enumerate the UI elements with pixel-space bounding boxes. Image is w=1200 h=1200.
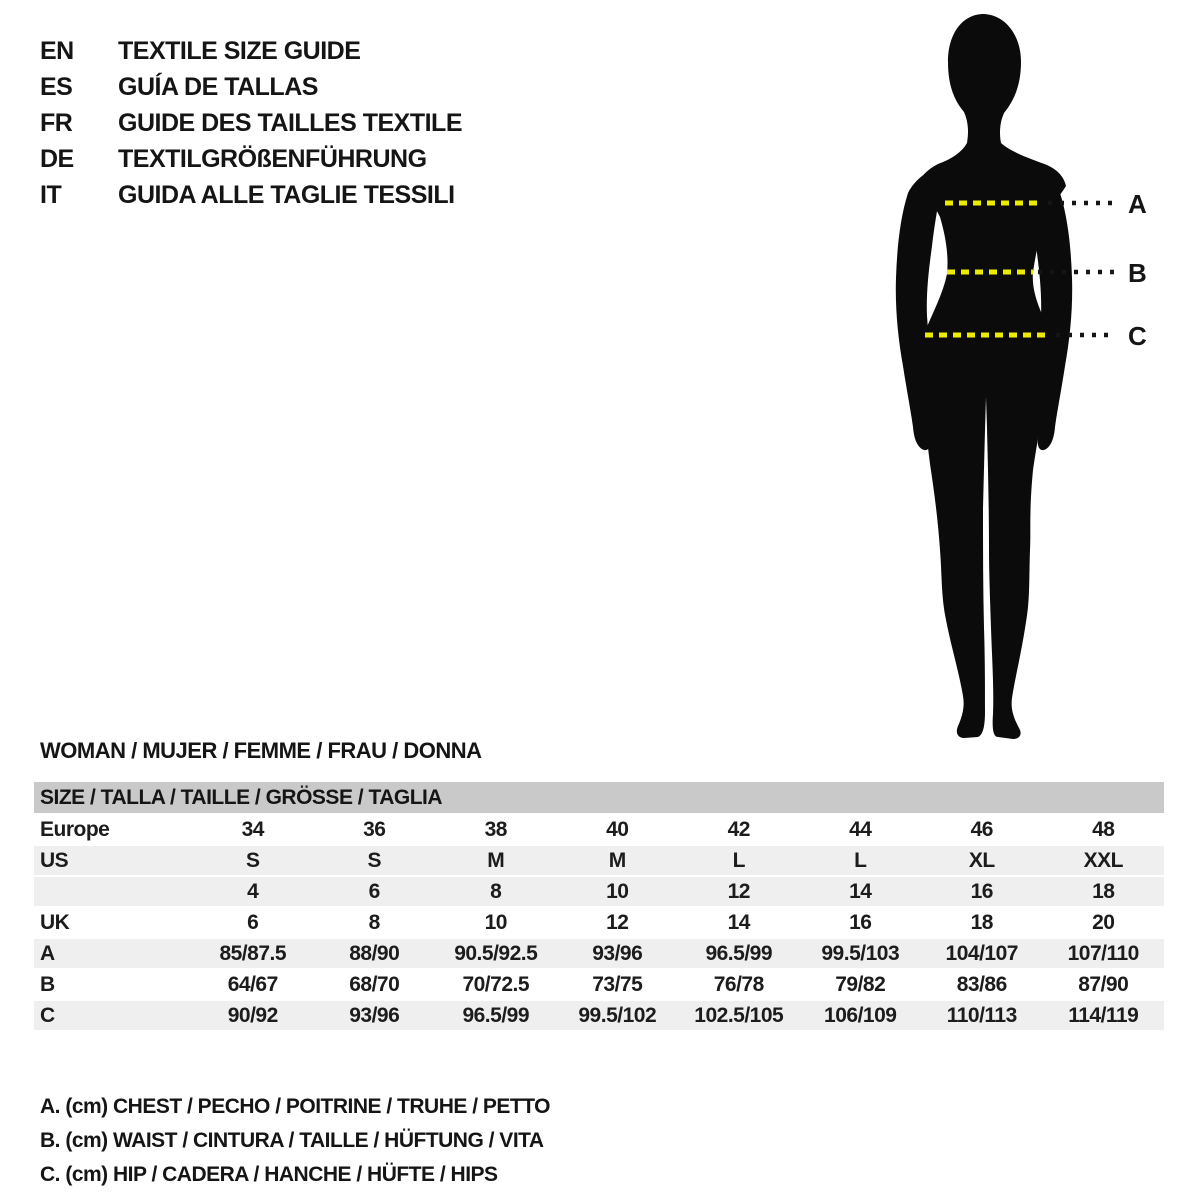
language-code: IT: [40, 180, 62, 209]
cell: 83/86: [921, 970, 1043, 1001]
language-code: EN: [40, 36, 74, 65]
cell: 93/96: [314, 1001, 436, 1032]
marker-a-label: A: [1128, 189, 1147, 219]
cell: 90.5/92.5: [435, 939, 557, 970]
cell: XL: [921, 846, 1043, 877]
cell: 93/96: [557, 939, 679, 970]
cell: 99.5/102: [557, 1001, 679, 1032]
language-title: GUIDA ALLE TAGLIE TESSILI: [118, 180, 455, 209]
legend-hip: C. (cm) HIP / CADERA / HANCHE / HÜFTE / HIPS: [40, 1163, 498, 1186]
table-row-hip-c: [34, 1001, 1164, 1032]
cell: 42: [678, 815, 800, 846]
cell: 14: [800, 877, 922, 908]
legend-waist: B. (cm) WAIST / CINTURA / TAILLE / HÜFTUNG / VITA: [40, 1129, 544, 1152]
cell: 87/90: [1043, 970, 1165, 1001]
cell: 44: [800, 815, 922, 846]
row-label: B: [34, 970, 192, 1001]
cell: 99.5/103: [800, 939, 922, 970]
cell: 34: [192, 815, 314, 846]
cell: 96.5/99: [678, 939, 800, 970]
row-label: US: [34, 846, 192, 877]
cell: 12: [557, 908, 679, 939]
cell: 96.5/99: [435, 1001, 557, 1032]
marker-c-label: C: [1128, 321, 1147, 351]
row-label: UK: [34, 908, 192, 939]
language-code: FR: [40, 108, 73, 137]
cell: 85/87.5: [192, 939, 314, 970]
marker-b-label: B: [1128, 258, 1147, 288]
cell: M: [435, 846, 557, 877]
cell: 90/92: [192, 1001, 314, 1032]
cell: 8: [314, 908, 436, 939]
cell: 88/90: [314, 939, 436, 970]
cell: S: [314, 846, 436, 877]
language-row: [40, 177, 462, 213]
measurement-figure: [880, 0, 1200, 760]
language-row: [40, 105, 462, 141]
row-label: [34, 877, 192, 908]
table-row-uk: [34, 908, 1164, 939]
size-table-header: SIZE / TALLA / TAILLE / GRÖSSE / TAGLIA: [34, 782, 1164, 813]
section-title: WOMAN / MUJER / FEMME / FRAU / DONNA: [40, 738, 482, 763]
cell: 64/67: [192, 970, 314, 1001]
cell: L: [800, 846, 922, 877]
cell: 16: [800, 908, 922, 939]
language-title-list: [40, 33, 462, 213]
cell: 8: [435, 877, 557, 908]
language-title: TEXTILE SIZE GUIDE: [118, 36, 361, 65]
cell: S: [192, 846, 314, 877]
cell: 107/110: [1043, 939, 1165, 970]
cell: 73/75: [557, 970, 679, 1001]
language-code: DE: [40, 144, 74, 173]
cell: 106/109: [800, 1001, 922, 1032]
cell: 48: [1043, 815, 1165, 846]
cell: 20: [1043, 908, 1165, 939]
language-row: [40, 33, 462, 69]
row-label: Europe: [34, 815, 192, 846]
table-row-us-numeric: [34, 877, 1164, 908]
cell: 36: [314, 815, 436, 846]
cell: 10: [435, 908, 557, 939]
cell: L: [678, 846, 800, 877]
language-row: [40, 141, 462, 177]
measure-legend: [40, 1090, 550, 1192]
cell: 14: [678, 908, 800, 939]
cell: 4: [192, 877, 314, 908]
cell: 79/82: [800, 970, 922, 1001]
table-row-waist-b: [34, 970, 1164, 1001]
cell: 38: [435, 815, 557, 846]
cell: 70/72.5: [435, 970, 557, 1001]
cell: 16: [921, 877, 1043, 908]
language-title: TEXTILGRÖßENFÜHRUNG: [118, 144, 427, 173]
cell: M: [557, 846, 679, 877]
cell: 110/113: [921, 1001, 1043, 1032]
cell: 102.5/105: [678, 1001, 800, 1032]
cell: 12: [678, 877, 800, 908]
cell: 6: [192, 908, 314, 939]
language-row: [40, 69, 462, 105]
language-title: GUIDE DES TAILLES TEXTILE: [118, 108, 463, 137]
size-table: [34, 782, 1164, 1032]
cell: XXL: [1043, 846, 1165, 877]
row-label: C: [34, 1001, 192, 1032]
language-title: GUÍA DE TALLAS: [118, 72, 318, 101]
cell: 104/107: [921, 939, 1043, 970]
cell: 6: [314, 877, 436, 908]
table-row-chest-a: [34, 939, 1164, 970]
cell: 76/78: [678, 970, 800, 1001]
row-label: A: [34, 939, 192, 970]
table-row-europe: [34, 815, 1164, 846]
language-code: ES: [40, 72, 73, 101]
cell: 114/119: [1043, 1001, 1165, 1032]
cell: 18: [921, 908, 1043, 939]
size-table-grid: [34, 815, 1164, 1032]
table-row-us-letter: [34, 846, 1164, 877]
cell: 68/70: [314, 970, 436, 1001]
cell: 10: [557, 877, 679, 908]
cell: 46: [921, 815, 1043, 846]
cell: 40: [557, 815, 679, 846]
legend-chest: A. (cm) CHEST / PECHO / POITRINE / TRUHE / PETTO: [40, 1095, 551, 1118]
cell: 18: [1043, 877, 1165, 908]
